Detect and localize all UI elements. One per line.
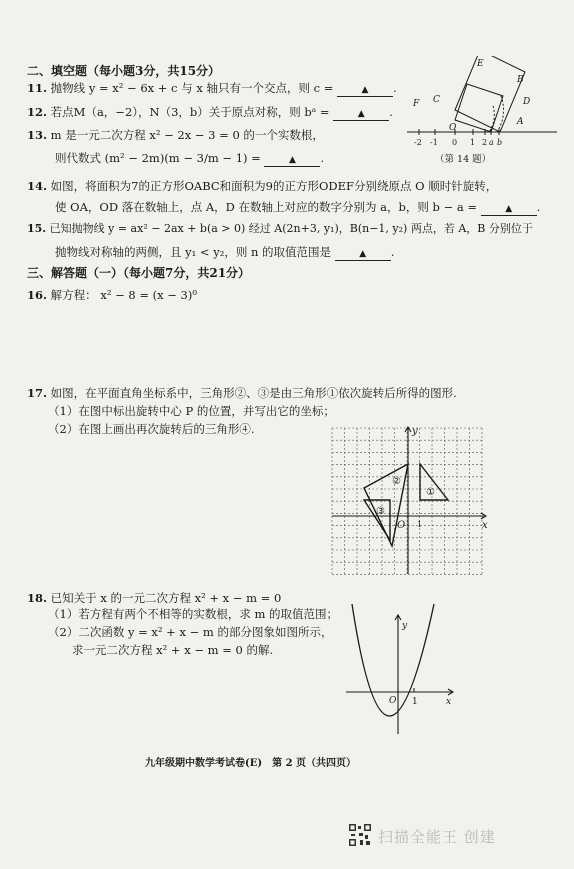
question-number: 15. [27, 222, 47, 235]
question-12 [27, 104, 393, 121]
tick-label: 1 [470, 138, 476, 147]
question-number: 13. [27, 128, 48, 142]
question-18 [27, 590, 281, 606]
question-11 [27, 80, 397, 97]
label-b: B [517, 75, 524, 85]
section-title-solutions: 三、解答题（一）（每小题7分，共21分） [27, 266, 251, 280]
label-c: C [433, 95, 440, 105]
answer-blank[interactable] [335, 248, 391, 261]
answer-blank[interactable] [337, 84, 393, 97]
origin-label: O [389, 696, 397, 706]
question-end: . [536, 200, 541, 214]
unit-label: 1 [417, 520, 423, 529]
origin-label: O [397, 520, 406, 531]
question-number: 12. [27, 105, 48, 119]
question-14-line2 [55, 199, 540, 216]
answer-blank[interactable] [333, 108, 389, 121]
question-13-line2 [55, 150, 324, 167]
question-text: 已知抛物线 y = ax² − 2ax + b(a > 0) 经过 A(2n+3, y₁)，B(n−1, y₂) 两点，若 A，B 分别位于 [49, 222, 533, 235]
tick-label: 2 [482, 138, 488, 147]
page-footer: 九年级期中数学考试卷(E) 第 2 页（共四页） [145, 758, 357, 769]
triangle-mark-icon: ▲ [357, 109, 365, 119]
question-end: . [393, 81, 397, 95]
question-17 [27, 385, 457, 401]
square-oabc [455, 84, 503, 132]
triangle-1-label: ① [426, 487, 435, 498]
figure-14 [405, 56, 565, 168]
grid-lines [332, 428, 482, 574]
question-18-part3: 求一元二次方程 x² + x − m = 0 的解. [72, 643, 274, 657]
question-text: 则代数式 (m² − 2m)(m − 3/m − 1) = [55, 151, 261, 165]
triangle-mark-icon: ▲ [359, 249, 367, 259]
label-a: A [517, 117, 524, 127]
question-13 [27, 127, 324, 143]
x-axis-label: x [446, 697, 452, 707]
label-o: O [449, 123, 457, 133]
triangle-mark-icon: ▲ [361, 85, 369, 95]
question-14 [27, 178, 497, 194]
question-17-part1: （1）在图中标出旋转中心 P 的位置，并写出它的坐标； [48, 404, 335, 418]
question-text: m 是一元二次方程 x² − 2x − 3 = 0 的一个实数根， [50, 128, 324, 142]
question-text: 如图，将面积为7的正方形OABC和面积为9的正方形ODEF分别绕原点 O 顺时针旋转， [50, 179, 498, 193]
y-axis-label: y [402, 621, 408, 631]
tick-label: -2 [414, 138, 422, 147]
tick-label: -1 [430, 138, 438, 147]
question-text: 若点M（a，−2），N（3，b）关于原点对称，则 bᵃ = [50, 105, 330, 119]
question-16 [27, 287, 197, 303]
question-number: 14. [27, 179, 48, 193]
question-text: 解方程： x² − 8 = (x − 3)⁰ [50, 288, 197, 302]
question-17-part2: （2）在图上画出再次旋转后的三角形④. [48, 422, 255, 436]
question-text: 如图，在平面直角坐标系中，三角形②、③是由三角形①依次旋转后所得的图形. [50, 386, 457, 400]
unit-label: 1 [412, 697, 418, 707]
answer-blank[interactable] [481, 203, 537, 216]
x-axis-label: x [482, 520, 488, 531]
answer-blank[interactable] [264, 154, 320, 167]
question-18-part1: （1）若方程有两个不相等的实数根，求 m 的取值范围； [48, 607, 339, 621]
question-number: 16. [27, 288, 48, 302]
section-title-fill-in: 二、填空题（每小题3分，共15分） [27, 64, 221, 78]
label-f: F [413, 99, 420, 109]
triangle-mark-icon: ▲ [288, 155, 296, 165]
figure-18-parabola [340, 598, 458, 740]
qr-code-icon [348, 823, 372, 847]
watermark-text: 扫描全能王 创建 [378, 828, 496, 846]
tick-label: b [497, 138, 503, 147]
figure-caption: （第 14 题） [435, 154, 492, 165]
question-15 [27, 221, 533, 237]
triangle-mark-icon: ▲ [505, 204, 513, 214]
tick-label: 0 [452, 138, 458, 147]
question-end: . [390, 245, 395, 259]
label-e: E [477, 59, 484, 69]
question-end: . [389, 105, 393, 119]
figure-17-grid [330, 424, 492, 582]
tick-label: a [489, 138, 494, 147]
question-number: 11. [27, 81, 48, 95]
question-number: 17. [27, 386, 48, 400]
square-odef [455, 56, 525, 132]
question-18-part2: （2）二次函数 y = x² + x − m 的部分图象如图所示， [48, 625, 333, 639]
question-text: 已知关于 x 的一元二次方程 x² + x − m = 0 [50, 591, 282, 605]
question-number: 18. [27, 591, 48, 605]
question-end: . [320, 151, 325, 165]
label-d: D [523, 97, 531, 107]
question-text: 抛物线对称轴的两侧，且 y₁ < y₂，则 n 的取值范围是 [55, 245, 332, 259]
triangle-3-label: ③ [376, 506, 385, 517]
question-15-line2 [55, 244, 394, 261]
question-text: 使 OA，OD 落在数轴上，点 A，D 在数轴上对应的数字分别为 a，b，则 b − a = [55, 200, 478, 214]
y-axis-label: y [412, 426, 418, 437]
triangle-2-label: ② [392, 476, 401, 487]
question-text: 抛物线 y = x² − 6x + c 与 x 轴只有一个交点，则 c = [50, 81, 334, 95]
